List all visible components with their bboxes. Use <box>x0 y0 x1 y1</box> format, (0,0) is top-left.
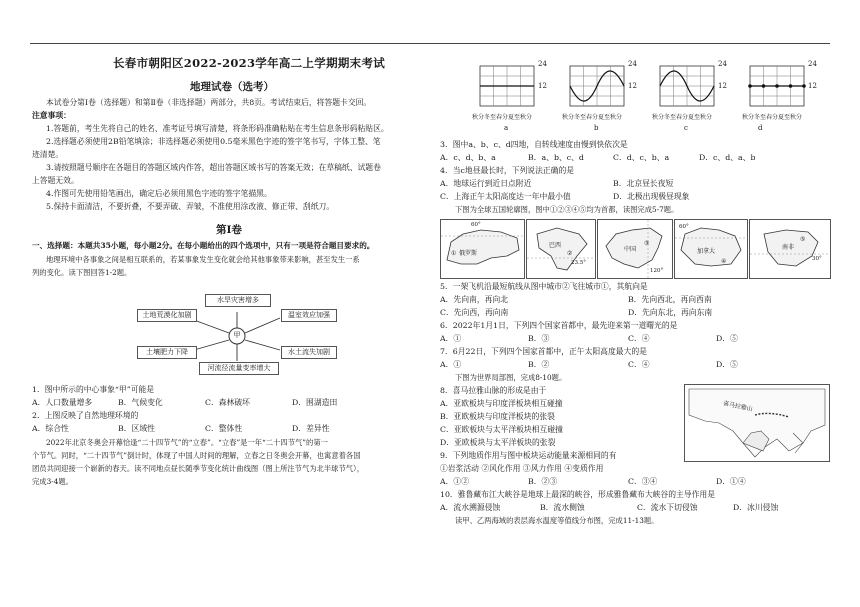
passage-line: 个节气。同时，“二十四节气”倒计时，体现了中国人时间的理解，立春之日冬奥会开幕，也寓意着各国 <box>32 451 361 460</box>
map-lat-label: 60° <box>679 224 689 230</box>
q6-option-b: B．③ <box>528 334 550 343</box>
q7-option-a: A．① <box>440 360 462 369</box>
q2-option-d: D．差异性 <box>292 424 330 433</box>
q1-stem: 1．图中所示的中心事象“甲”可能是 <box>32 385 155 394</box>
part-heading: 一、选择题：本题共35小题，每小题2分。在每小题给出的四个选项中，只有一项是符合题目要求的。 <box>32 241 375 250</box>
q6-option-c: C．④ <box>628 334 650 343</box>
q9-line2: ①岩浆活动 ②风化作用 ③风力作用 ④变质作用 <box>440 464 604 473</box>
q9-option-b: B．②③ <box>528 477 558 486</box>
diagram-node: 土地荒漠化加剧 <box>137 309 197 322</box>
chart-y-label-top: 24 <box>808 60 817 68</box>
q2-option-a: A．综合性 <box>32 424 69 433</box>
q1-option-a: A．人口数量增多 <box>32 398 93 407</box>
chart-x-label: 秋分冬至春分夏至秋分 <box>742 114 803 121</box>
map-region-label: 喜马拉雅山 <box>722 399 754 414</box>
chart-x-label: 秋分冬至春分夏至秋分 <box>562 114 623 121</box>
notice-item: 5.保持卡面清洁，不要折叠，不要弄破、弄皱，不准使用涂改液、修正带、刮纸刀。 <box>46 202 335 211</box>
map-lat-label: 120° <box>650 268 664 274</box>
map-country-label: 巴西 <box>549 242 562 249</box>
q10-stem: 10．雅鲁藏布江大峡谷是地球上最深的峡谷，形成雅鲁藏布大峡谷的主导作用是 <box>440 490 716 499</box>
day-length-grid <box>660 66 714 106</box>
q7-option-c: C．④ <box>628 360 650 369</box>
q4-option-b: B．北京昼长夜短 <box>613 179 674 188</box>
q7-option-b: B．② <box>528 360 550 369</box>
day-length-grid <box>570 66 624 106</box>
map-capital-num: ③ <box>644 240 650 247</box>
notice-item: 上答题无效。 <box>32 176 79 185</box>
q7-stem: 7．6月22日，下列四个国家首都中，正午太阳高度最大的是 <box>440 347 647 356</box>
chart-panel-label: d <box>758 124 763 132</box>
q9-option-d: D．①④ <box>716 477 746 486</box>
chart-y-label-mid: 12 <box>718 82 727 90</box>
section-title: 第Ⅰ卷 <box>216 224 242 236</box>
chart-y-label-top: 24 <box>628 60 637 68</box>
q5-option-b: B．先向西北，再向西南 <box>628 295 712 304</box>
q3-option-b: B．a、b、c、d <box>528 153 584 162</box>
map-country-label: 加拿大 <box>697 248 716 255</box>
exam-title: 长春市朝阳区2022-2023学年高二上学期期末考试 <box>113 56 386 70</box>
passage-line: 团员共同迎接一个崭新的春天。读不同地点昼长随季节变化统计曲线图（图上所注节气为北半球节气）， <box>32 464 365 473</box>
himalaya-map <box>684 384 830 462</box>
map2-intro: 下图为世界局部图，完成8-10题。 <box>455 373 567 382</box>
country-map-5 <box>749 219 831 279</box>
q2-option-b: B．区域性 <box>118 424 155 433</box>
q1-option-b: B．气候变化 <box>118 398 163 407</box>
country-map-4 <box>674 219 748 279</box>
q3-option-c: C．d、c、b、a <box>613 153 670 162</box>
map-country-label: 南非 <box>782 244 795 251</box>
notice-item: 3.请按照题号顺序在各题目的答题区域内作答，超出答题区域书写的答案无效；在草稿纸、试题卷 <box>46 163 381 172</box>
notice-item: 迹清楚。 <box>32 150 64 159</box>
q10-option-a: A．流水溯源侵蚀 <box>440 503 501 512</box>
chart-y-label-mid: 12 <box>628 82 637 90</box>
q6-stem: 6．2022年1月1日，下列四个国家首都中，最先迎来第一道曙光的是 <box>440 321 678 330</box>
q5-option-d: D．先向东北，再向东南 <box>628 308 713 317</box>
chart-panel-label: b <box>594 124 599 132</box>
map-intro: 下图为全球五国轮廓图，图中①②③④⑤均为首都，读图完成5-7题。 <box>455 205 679 214</box>
q7-option-d: D．⑤ <box>716 360 738 369</box>
chart-y-label-top: 24 <box>538 60 547 68</box>
chart-y-label-mid: 12 <box>538 82 547 90</box>
country-map-2 <box>526 219 596 279</box>
q8-option-c: C．亚欧板块与太平洋板块相互碰撞 <box>440 425 563 434</box>
q9-option-c: C．③④ <box>628 477 658 486</box>
map-country-label: 俄罗斯 <box>459 250 478 257</box>
chart-panel-label: c <box>684 124 688 132</box>
q1-option-c: C．森林破坏 <box>205 398 250 407</box>
notice-item: 2.选择题必须使用2B铅笔填涂；非选择题必须使用0.5毫米黑色字迹的签字笔书写，字体工整、笔 <box>46 137 381 146</box>
map-country-label: 中国 <box>624 246 637 253</box>
q9-stem: 9．下列地质作用与图中板块运动能量来源相同的有 <box>440 451 617 460</box>
chart-x-label: 秋分冬至春分夏至秋分 <box>472 114 533 121</box>
chart-y-label-top: 24 <box>718 60 727 68</box>
last-intro: 读甲、乙两海域的表层海水温度等值线分布图，完成11-13题。 <box>455 516 659 525</box>
map-capital-num: ① <box>451 250 457 257</box>
q3-option-a: A．c、d、b、a <box>440 153 496 162</box>
passage-line: 完成3-4题。 <box>32 477 73 486</box>
q3-option-d: D．c、d、a、b <box>699 153 756 162</box>
map-capital-num: ④ <box>721 258 727 265</box>
diagram-node: 水旱灾害增多 <box>205 294 271 307</box>
chart-panel-label: a <box>504 124 509 132</box>
q5-option-c: C．先向西，再向南 <box>440 308 509 317</box>
q4-stem: 4．当c地昼最长时，下列说法正确的是 <box>440 166 575 175</box>
part-text: 列的变化。读下图回答1-2题。 <box>32 268 132 277</box>
map-capital-num: ⑤ <box>800 236 806 243</box>
map-lat-label: 60° <box>471 222 481 228</box>
q4-option-a: A．地球运行到近日点附近 <box>440 179 532 188</box>
notice-item: 4.作图可先使用铅笔画出，确定后必须用黑色字迹的签字笔描黑。 <box>46 189 272 198</box>
q4-option-c: C．上海正午太阳高度达一年中最小值 <box>440 192 571 201</box>
q8-option-b: B．亚欧板块与印度洋板块的张裂 <box>440 412 555 421</box>
exam-subject: 地理试卷（选考） <box>190 81 274 93</box>
q4-option-d: D．北极出现极昼现象 <box>613 192 690 201</box>
passage-line: 2022年北京冬奥会开幕恰逢“二十四节气”的“立春”。“立春”是一年“二十四节气”的第一 <box>46 438 328 447</box>
map-lat-label: 23.5° <box>571 260 586 266</box>
intro-line: 本试卷分第Ⅰ卷（选择题）和第Ⅱ卷（非选择题）两部分，共8页。考试结束后，将答题卡交回。 <box>46 98 372 107</box>
diagram-node: 河流径流量变率增大 <box>199 362 279 375</box>
country-map-1 <box>440 219 525 279</box>
q5-option-a: A．先向南，再向北 <box>440 295 509 304</box>
diagram-node: 温室效应加强 <box>281 309 337 322</box>
chart-x-label: 秋分冬至春分夏至秋分 <box>652 114 713 121</box>
notice-title: 注意事项： <box>32 111 71 120</box>
q8-stem: 8．喜马拉雅山脉的形成是由于 <box>440 386 547 395</box>
chart-y-label-mid: 12 <box>808 82 817 90</box>
q2-option-c: C．整体性 <box>205 424 243 433</box>
q5-stem: 5．一架飞机沿最短航线从图中城市②飞往城市①，其航向是 <box>440 282 648 291</box>
day-length-grid <box>748 66 806 106</box>
part-text: 地理环境中各事象之间是相互联系的，若某事象发生变化就会给其他事象带来影响，甚至发生一系 <box>46 255 360 264</box>
q10-option-d: D．冰川侵蚀 <box>733 503 779 512</box>
diagram-node: 土壤肥力下降 <box>137 346 197 359</box>
q10-option-b: B．流水侧蚀 <box>540 503 585 512</box>
notice-item: 1.答题前，考生先将自己的姓名、准考证号填写清楚，将条形码准确粘贴在考生信息条形码粘贴区。 <box>46 124 389 133</box>
diagram-node: 水土流失加剧 <box>281 346 337 359</box>
q6-option-d: D．⑤ <box>716 334 738 343</box>
diagram-center: 甲 <box>233 331 241 339</box>
q2-stem: 2．上图反映了自然地理环境的 <box>32 411 139 420</box>
q1-option-d: D．围湖造田 <box>292 398 338 407</box>
map-capital-num: ② <box>567 250 573 257</box>
top-rule <box>30 43 830 44</box>
q6-option-a: A．① <box>440 334 462 343</box>
map-lat-label: 30° <box>812 256 822 262</box>
q10-option-c: C．流水下切侵蚀 <box>637 503 698 512</box>
country-map-3 <box>597 219 673 279</box>
q3-stem: 3．图中a、b、c、d四地，自转线速度由慢到快依次是 <box>440 140 628 149</box>
q8-option-a: A．亚欧板块与印度洋板块相互碰撞 <box>440 399 563 408</box>
day-length-grid <box>480 66 534 106</box>
q8-option-d: D．亚欧板块与太平洋板块的张裂 <box>440 438 556 447</box>
q9-option-a: A．①② <box>440 477 470 486</box>
